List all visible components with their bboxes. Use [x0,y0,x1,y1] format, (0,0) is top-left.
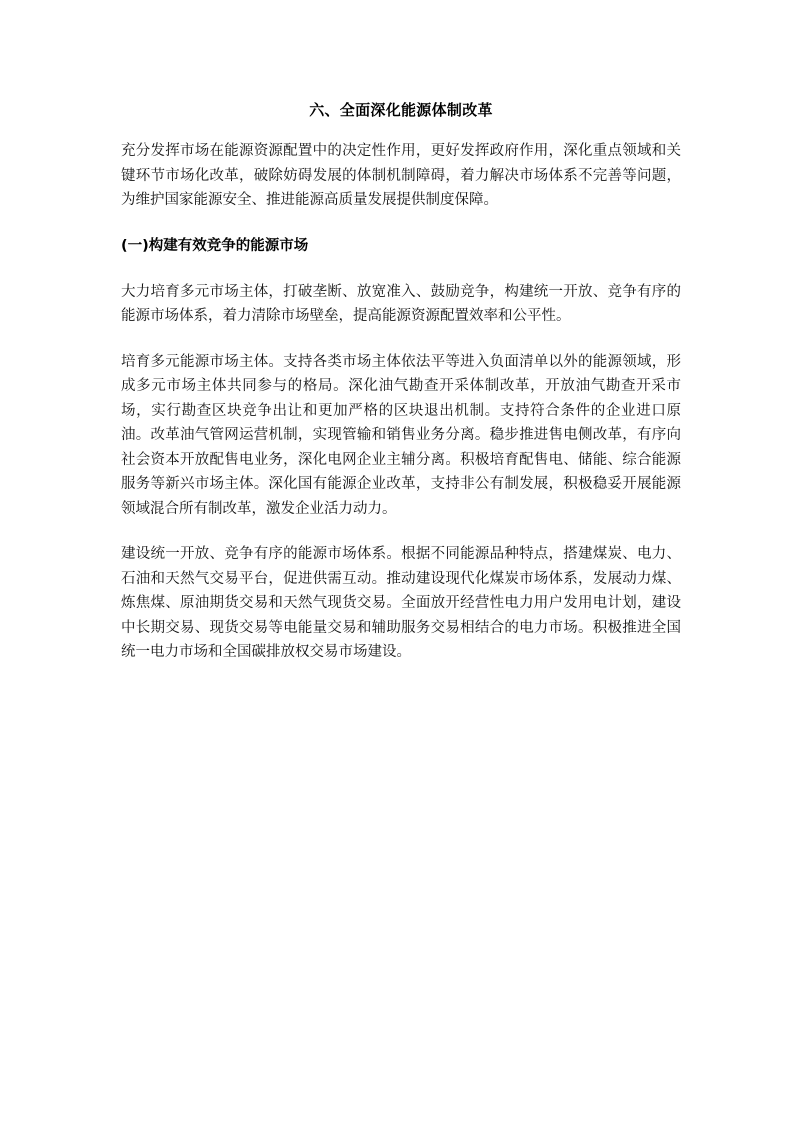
intro-paragraph: 充分发挥市场在能源资源配置中的决定性作用，更好发挥政府作用，深化重点领域和关键环节市场化改革，破除妨碍发展的体制机制障碍，着力解决市场体系不完善等问题，为维护国家能源安全、推进能源高质量发展提供制度保障。 [121,143,681,208]
section-paragraph-3: 建设统一开放、竞争有序的能源市场体系。根据不同能源品种特点，搭建煤炭、电力、石油和天然气交易平台，促进供需互动。推动建设现代化煤炭市场体系，发展动力煤、炼焦煤、原油期货交易和天然气现货交易。全面放开经营性电力用户发用电计划，建设中长期交易、现货交易等电能量交易和辅助服务交易相结合的电力市场。积极推进全国统一电力市场和全国碳排放权交易市场建设。 [121,546,681,660]
section-paragraph-1: 大力培育多元市场主体，打破垄断、放宽准入、鼓励竞争，构建统一开放、竞争有序的能源市场体系，着力清除市场壁垒，提高能源资源配置效率和公平性。 [121,283,681,324]
document-body [121,98,681,686]
section-paragraph-2: 培育多元能源市场主体。支持各类市场主体依法平等进入负面清单以外的能源领域，形成多元市场主体共同参与的格局。深化油气勘查开采体制改革，开放油气勘查开采市场，实行勘查区块竞争出让和更加严格的区块退出机制。支持符合条件的企业进口原油。改革油气管网运营机制，实现管输和销售业务分离。稳步推进售电侧改革，有序向社会资本开放配售电业务，深化电网企业主辅分离。积极培育配售电、储能、综合能源服务等新兴市场主体。深化国有能源企业改革，支持非公有制发展，积极稳妥开展能源领域混合所有制改革，激发企业活力动力。 [121,353,681,517]
section-heading: (一)构建有效竞争的能源市场 [121,237,309,254]
document-title: 六、全面深化能源体制改革 [309,101,493,119]
